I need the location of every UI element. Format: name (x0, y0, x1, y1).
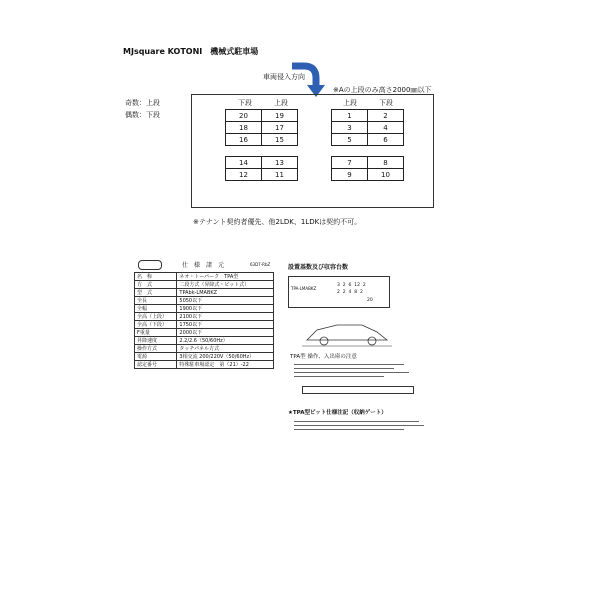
slot-cell: 3 (332, 122, 368, 134)
capacity-title: 設置基数及び収容台数 (288, 264, 349, 271)
table-row (135, 289, 274, 297)
left-col-upper-header: 上段 (274, 99, 288, 107)
slot-cell: 12 (226, 169, 262, 181)
capacity-value: 4 (348, 290, 352, 295)
table-row (332, 122, 404, 134)
spec-value: 特殊駐車場認定 第（21）-22 (177, 361, 274, 369)
capacity-total: 20 (367, 298, 373, 303)
capacity-value: 8 (354, 290, 358, 295)
left-upper-table (225, 109, 298, 146)
capacity-value: 3 (337, 283, 340, 288)
slot-cell: 9 (332, 169, 368, 181)
table-row (135, 345, 274, 353)
slot-cell: 10 (368, 169, 404, 181)
spec-key: 名 称 (135, 273, 177, 281)
spec-key: 型 式 (135, 289, 177, 297)
spec-key: 昇降速度 (135, 337, 177, 345)
table-row (332, 134, 404, 146)
left-lower-table (225, 156, 298, 181)
table-row (332, 157, 404, 169)
spec-key: 操作方式 (135, 345, 177, 353)
capacity-value: 2 (342, 283, 346, 288)
right-upper-table (331, 109, 404, 146)
slot-cell: 16 (226, 134, 262, 146)
spec-key: 全高（上段） (135, 313, 177, 321)
table-row (226, 157, 298, 169)
operation-notes (294, 361, 414, 380)
table-row (226, 122, 298, 134)
slot-cell: 19 (262, 110, 298, 122)
spec-value: 1900以下 (177, 305, 274, 313)
spec-value: 2.2/2.6（50/60Hz） (177, 337, 274, 345)
table-row (135, 297, 274, 305)
table-row (135, 353, 274, 361)
spec-value: 2000以下 (177, 329, 274, 337)
slot-cell: 6 (368, 134, 404, 146)
spec-value: 二段方式（昇降式・ピット式） (177, 281, 274, 289)
capacity-row (337, 283, 366, 288)
table-row (226, 134, 298, 146)
capacity-value: 2 (337, 290, 340, 295)
spec-table (134, 272, 274, 369)
spec-sheet (134, 258, 454, 438)
slot-cell: 2 (368, 110, 404, 122)
slot-cell: 11 (262, 169, 298, 181)
slot-cell: 15 (262, 134, 298, 146)
footnote: ※テナント契約者優先、他2LDK、1LDKは契約不可。 (193, 218, 362, 226)
right-lower-table (331, 156, 404, 181)
table-row (226, 169, 298, 181)
table-row (135, 329, 274, 337)
spec-code: 63D7-RbZ (250, 262, 271, 267)
table-row (135, 321, 274, 329)
capacity-value: 2 (342, 290, 346, 295)
slot-cell: 17 (262, 122, 298, 134)
spec-title: 仕 様 諸 元 (182, 262, 225, 269)
table-row (226, 110, 298, 122)
warning-box (302, 386, 414, 394)
table-row (332, 169, 404, 181)
slot-cell: 5 (332, 134, 368, 146)
table-row (135, 313, 274, 321)
spec-value: TPAbk-LMABKZ (177, 289, 274, 297)
odd-label: 奇数：上段 (125, 99, 160, 107)
car-diagram-icon (302, 310, 392, 350)
slot-cell: 13 (262, 157, 298, 169)
even-label: 偶数：下段 (125, 111, 160, 119)
capacity-value: 2 (362, 283, 366, 288)
slot-cell: 14 (226, 157, 262, 169)
table-row (135, 281, 274, 289)
slot-cell: 8 (368, 157, 404, 169)
spec-key: F重量 (135, 329, 177, 337)
table-row (332, 110, 404, 122)
spec-value: 3相交流 200/220V（50/60Hz） (177, 353, 274, 361)
spec-key: 方 式 (135, 281, 177, 289)
left-col-lower-header: 下段 (238, 99, 252, 107)
spec-value: 1750以下 (177, 321, 274, 329)
spec-key: 全長 (135, 297, 177, 305)
table-row (135, 361, 274, 369)
capacity-model: TPA-LMABKZ (291, 286, 317, 291)
table-row (135, 337, 274, 345)
spec-key: 電源 (135, 353, 177, 361)
spec-value: タッチパネル方式 (177, 345, 274, 353)
slot-cell: 20 (226, 110, 262, 122)
pit-notes-title: ★TPA型ピット仕様注記（収納ゲート） (288, 410, 387, 416)
capacity-value: 6 (348, 283, 352, 288)
company-logo (138, 260, 162, 270)
operation-notes-title: TPA型 操作、入出庫の注意 (290, 354, 357, 360)
page-title: MJsquare KOTONI 機械式駐車場 (123, 47, 259, 56)
right-col-lower-header: 下段 (379, 99, 393, 107)
spec-key: 認定番号 (135, 361, 177, 369)
slot-cell: 18 (226, 122, 262, 134)
note-height-limit: ※Aの上段のみ高さ2000㎜以下 (333, 86, 432, 94)
capacity-table (288, 276, 390, 308)
capacity-value: 12 (354, 283, 360, 288)
entry-direction-label: 車両侵入方向 (263, 73, 305, 81)
spec-value: 5050以下 (177, 297, 274, 305)
capacity-row (337, 290, 363, 295)
spec-value: 2100以下 (177, 313, 274, 321)
spec-key: 全高（下段） (135, 321, 177, 329)
slot-cell: 7 (332, 157, 368, 169)
slot-cell: 4 (368, 122, 404, 134)
slot-cell: 1 (332, 110, 368, 122)
table-row (135, 273, 274, 281)
spec-value: ネオ・トーパーク TPA型 (177, 273, 274, 281)
spec-key: 全幅 (135, 305, 177, 313)
pit-notes (294, 418, 424, 433)
table-row (135, 305, 274, 313)
capacity-value: 2 (360, 290, 363, 295)
right-col-upper-header: 上段 (343, 99, 357, 107)
